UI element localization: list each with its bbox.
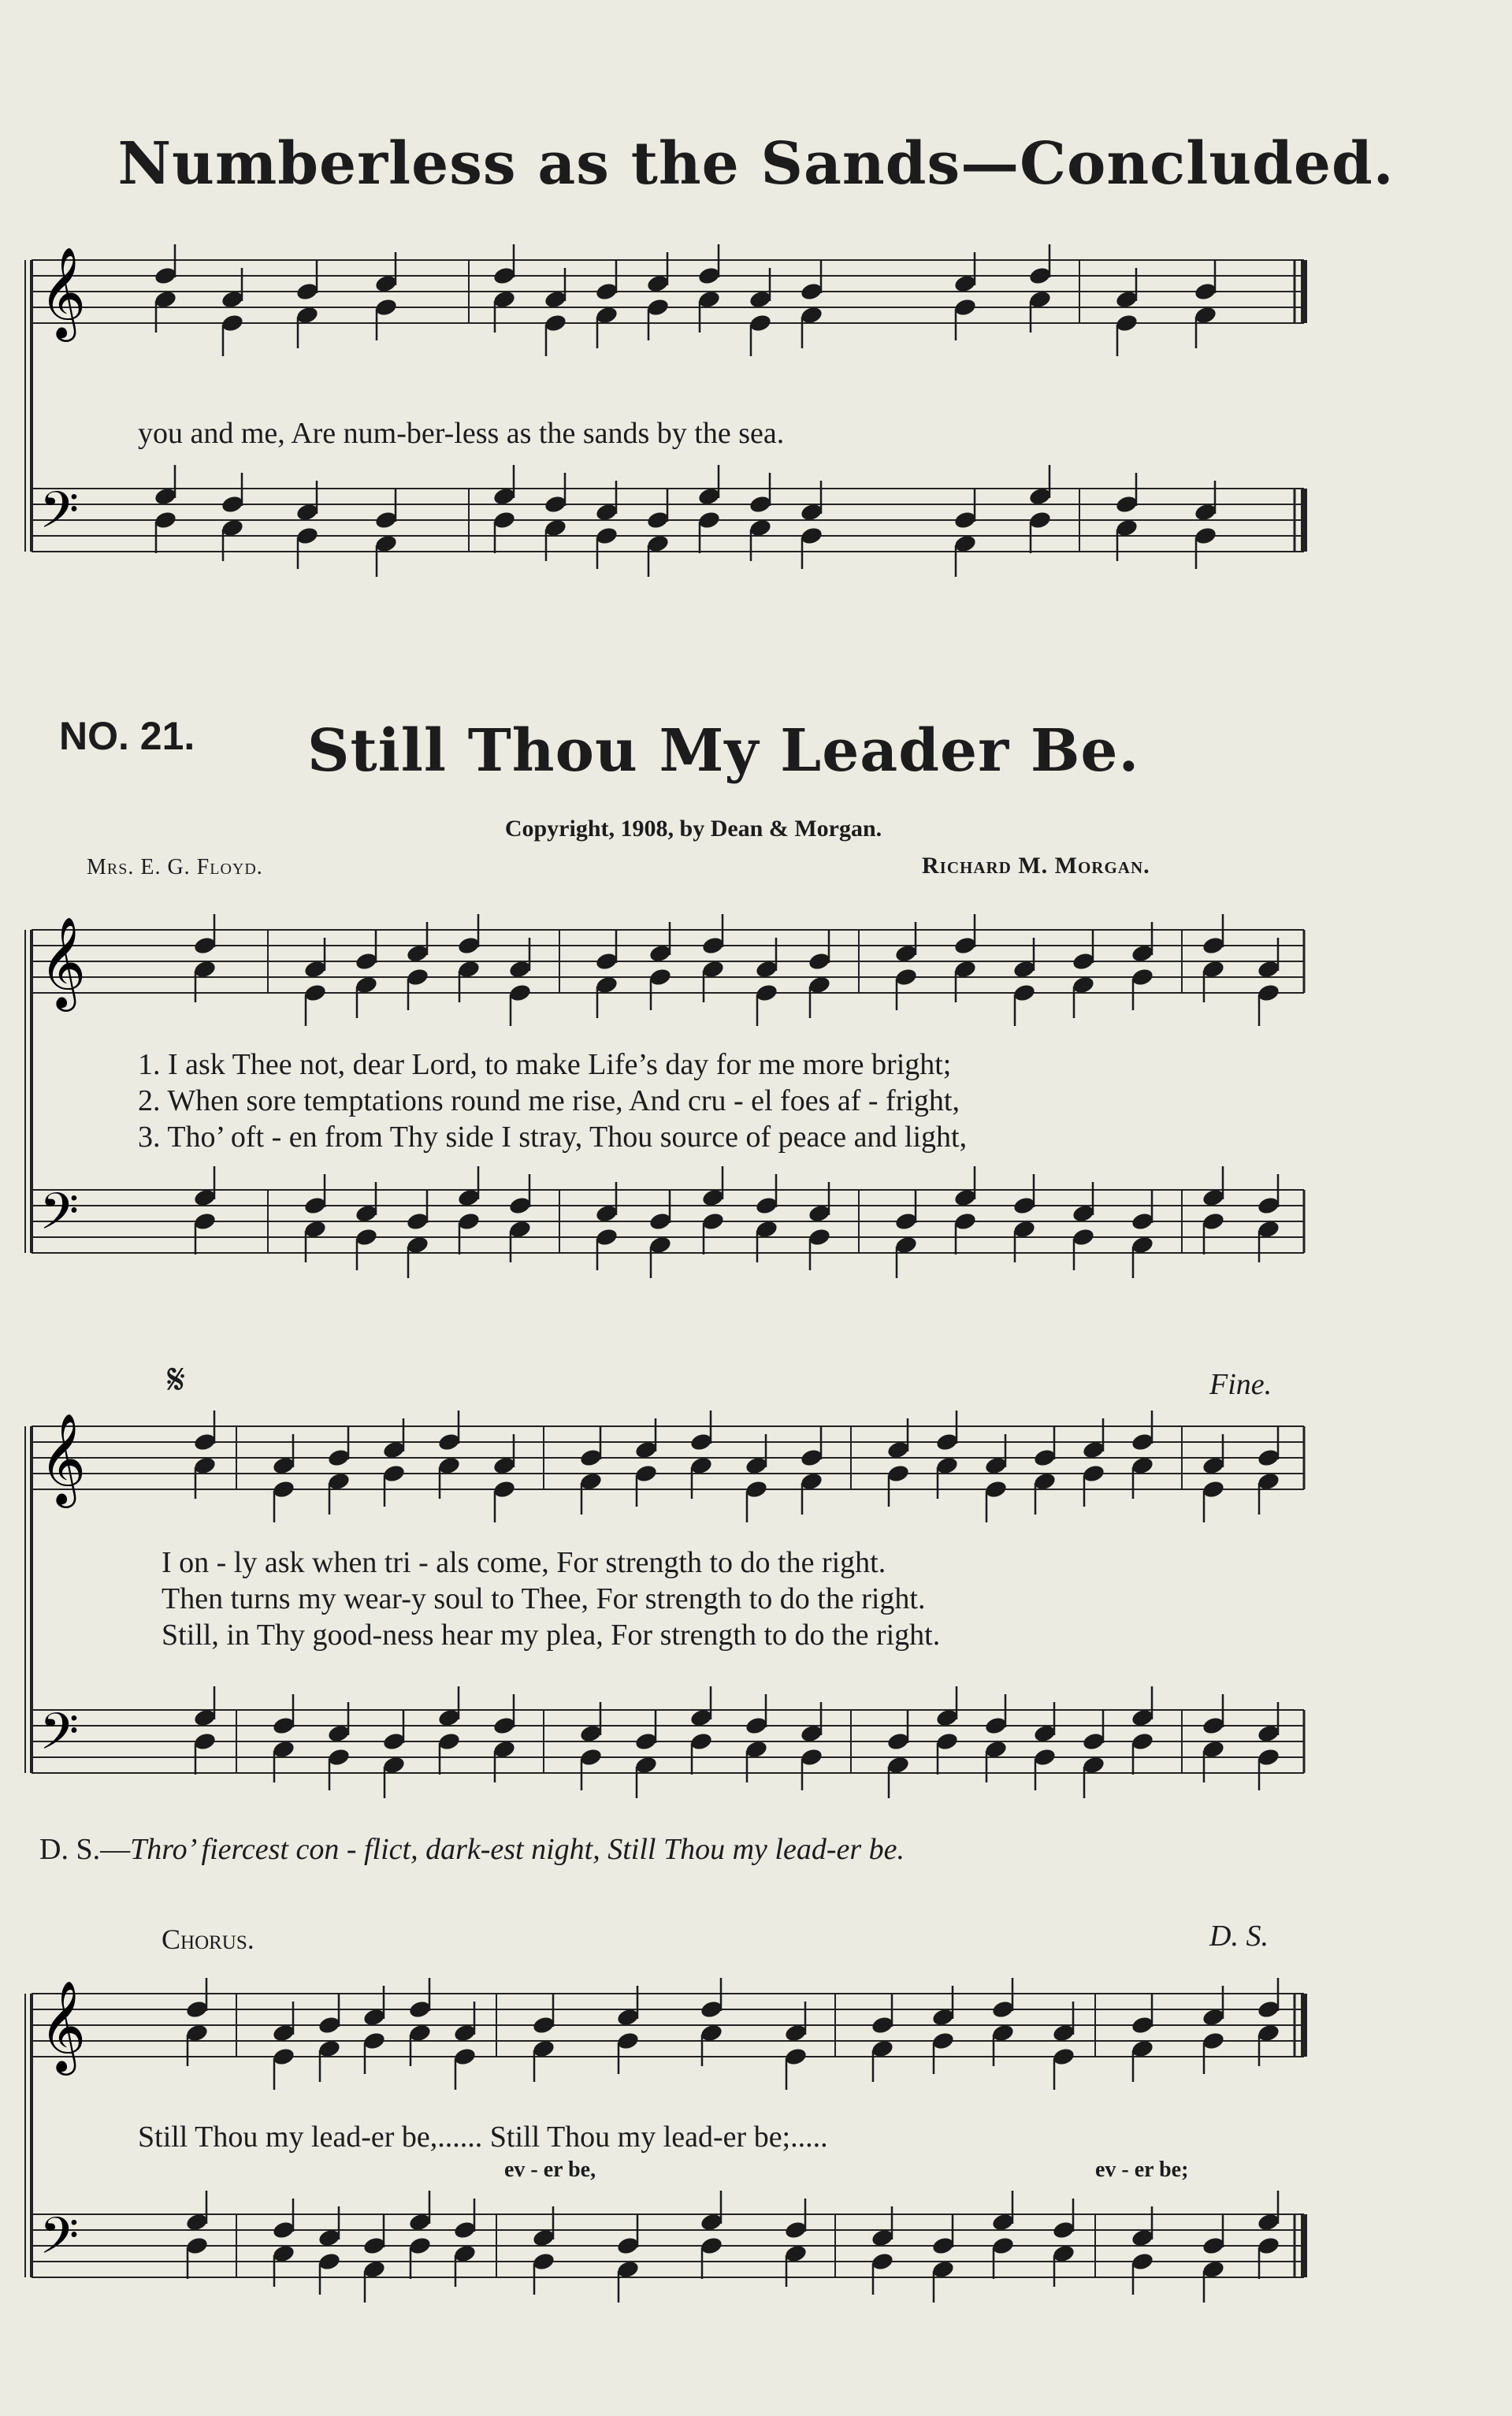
notehead [185, 1999, 210, 2020]
notehead [1115, 494, 1139, 515]
notehead [303, 983, 328, 1003]
notehead [221, 313, 245, 333]
notehead [272, 2046, 296, 2067]
notehead [272, 2220, 296, 2240]
notehead [492, 1479, 517, 1500]
bass-clef: 𝄢 [39, 482, 80, 551]
notehead [303, 1195, 328, 1216]
notehead [382, 1463, 407, 1484]
notehead [1082, 1731, 1106, 1752]
notehead [1012, 983, 1037, 1003]
notehead [154, 510, 178, 530]
notehead [646, 510, 671, 530]
notehead [935, 1432, 960, 1452]
chorus-echo-2: ev - er be; [1095, 2158, 1189, 2182]
notehead [1257, 983, 1281, 1003]
notehead [408, 1999, 433, 2020]
treble-staff [32, 1978, 1304, 2090]
notehead [871, 2251, 895, 2272]
notehead [492, 510, 517, 530]
notehead [749, 313, 773, 333]
bass-staff [32, 465, 1304, 577]
notehead [1033, 1448, 1057, 1468]
notehead [532, 2015, 556, 2035]
notehead [532, 2251, 556, 2272]
notehead [492, 1715, 517, 1736]
notehead [800, 1747, 824, 1767]
notehead [382, 1731, 407, 1752]
hymn-number: NO. 21. [59, 714, 195, 758]
notehead [1202, 1479, 1226, 1500]
notehead [697, 266, 722, 286]
notehead [185, 2236, 210, 2256]
notehead [1052, 2046, 1076, 2067]
notehead [616, 2031, 641, 2051]
bass-clef: 𝄢 [39, 1184, 80, 1252]
bass-staff [32, 1166, 1304, 1278]
hymn1-lyrics: you and me, Are num-ber-less as the sands by the sea. [138, 417, 785, 450]
verse-3-refrain-line: Still, in Thy good-ness hear my plea, For strength to do the right. [162, 1619, 941, 1652]
notehead [1257, 2236, 1281, 2256]
notehead [935, 1731, 960, 1752]
notehead [745, 1479, 769, 1500]
notehead [154, 266, 178, 286]
notehead [1033, 1747, 1057, 1767]
treble-clef: 𝄞 [39, 249, 87, 336]
notehead [193, 1731, 217, 1752]
notehead [1202, 2236, 1226, 2256]
notehead [755, 1195, 779, 1216]
notehead [1131, 967, 1155, 987]
notehead [579, 1747, 604, 1767]
notehead [953, 510, 978, 530]
notehead [408, 2236, 433, 2256]
notehead [453, 2046, 477, 2067]
chorus-label: Chorus. [162, 1924, 254, 1955]
notehead [1082, 1463, 1106, 1484]
hymn1-title: Numberless as the Sands—Concluded. [117, 130, 1395, 198]
notehead [800, 281, 824, 302]
notehead [1131, 2015, 1155, 2035]
notehead [931, 2031, 956, 2051]
notehead [616, 2236, 641, 2256]
ds-line [39, 1832, 905, 1867]
notehead [327, 1747, 351, 1767]
notehead [1131, 2251, 1155, 2272]
notehead [953, 297, 978, 318]
notehead [886, 1463, 911, 1484]
notehead [457, 935, 481, 956]
notehead [1131, 1211, 1155, 1232]
treble-staff [32, 1411, 1304, 1522]
notehead [991, 2236, 1016, 2256]
notehead [355, 1227, 379, 1247]
notehead [437, 1432, 462, 1452]
notehead [595, 281, 619, 302]
notehead [193, 1432, 217, 1452]
notehead [1012, 1195, 1037, 1216]
notehead [579, 1448, 604, 1468]
verse-1-line: 1. I ask Thee not, dear Lord, to make Life’s day for me more bright; [138, 1048, 952, 1081]
notehead [457, 1211, 481, 1232]
notehead [697, 510, 722, 530]
notehead [700, 1999, 724, 2020]
notehead [953, 935, 978, 956]
notehead [374, 297, 399, 318]
fine-mark: Fine. [1209, 1368, 1272, 1401]
notehead [689, 1731, 714, 1752]
notehead [272, 1479, 296, 1500]
notehead [800, 1448, 824, 1468]
notehead [808, 951, 832, 972]
notehead [318, 2015, 342, 2035]
chorus-lyrics: Still Thou my lead-er be,...... Still Thou my lead-er be;..... [138, 2121, 828, 2154]
notehead [453, 2220, 477, 2240]
notehead [1115, 313, 1139, 333]
notehead [894, 1211, 919, 1232]
segno-sign: 𝄋 [167, 1356, 186, 1403]
notehead [1202, 935, 1226, 956]
notehead [1194, 281, 1218, 302]
notehead [193, 935, 217, 956]
notehead [221, 494, 245, 515]
composer-credit: Richard M. Morgan. [922, 853, 1150, 879]
notehead [595, 951, 619, 972]
notehead [984, 1479, 1009, 1500]
ds-mark: D. S. [1209, 1920, 1269, 1953]
notehead [648, 967, 673, 987]
notehead [1052, 2220, 1076, 2240]
notehead [327, 1448, 351, 1468]
notehead [1131, 1731, 1155, 1752]
notehead [1202, 1715, 1226, 1736]
notehead [374, 510, 399, 530]
notehead [318, 2251, 342, 2272]
notehead [894, 967, 919, 987]
notehead [1194, 526, 1218, 546]
notehead [406, 967, 430, 987]
notehead [745, 1715, 769, 1736]
treble-clef: 𝄞 [39, 919, 87, 1006]
notehead [193, 1211, 217, 1232]
notehead [355, 951, 379, 972]
notehead [800, 526, 824, 546]
notehead [1028, 266, 1053, 286]
notehead [1072, 951, 1096, 972]
notehead [272, 1715, 296, 1736]
notehead [1257, 1448, 1281, 1468]
notehead [808, 1227, 832, 1247]
notehead [1202, 1211, 1226, 1232]
notehead [295, 281, 320, 302]
hymn2-title: Still Thou My Leader Be. [307, 717, 1140, 785]
verse-2-line: 2. When sore temptations round me rise, And cru - el foes af - fright, [138, 1084, 960, 1117]
notehead [784, 2220, 808, 2240]
notehead [634, 1463, 659, 1484]
notehead [886, 1731, 911, 1752]
notehead [755, 983, 779, 1003]
notehead [634, 1731, 659, 1752]
chorus-echo-1: ev - er be, [504, 2158, 596, 2182]
notehead [1028, 510, 1053, 530]
notehead [953, 1211, 978, 1232]
verse-block-2 [162, 1544, 940, 1653]
notehead [595, 526, 619, 546]
notehead [991, 1999, 1016, 2020]
notehead [646, 297, 671, 318]
notehead [406, 1211, 430, 1232]
verse-3-line: 3. Tho’ oft - en from Thy side I stray, Thou source of peace and light, [138, 1121, 968, 1154]
notehead [362, 2031, 387, 2051]
notehead [784, 2046, 808, 2067]
notehead [701, 935, 726, 956]
notehead [1257, 1747, 1281, 1767]
verse-1-refrain-line: I on - ly ask when tri - als come, For strength to do the right. [162, 1546, 886, 1579]
notehead [595, 1227, 619, 1247]
notehead [544, 313, 568, 333]
notehead [492, 266, 517, 286]
notehead [871, 2015, 895, 2035]
notehead [1202, 2031, 1226, 2051]
notehead [1131, 1432, 1155, 1452]
treble-clef: 𝄞 [39, 1983, 87, 2070]
copyright-notice: Copyright, 1908, by Dean & Morgan. [504, 816, 882, 842]
notehead [508, 1195, 533, 1216]
notehead [295, 526, 320, 546]
bass-staff [32, 2191, 1304, 2303]
notehead [648, 1211, 673, 1232]
lyricist-credit: Mrs. E. G. Floyd. [87, 855, 263, 879]
bass-staff [32, 1686, 1304, 1798]
notehead [544, 494, 568, 515]
notehead [1257, 1195, 1281, 1216]
treble-staff [32, 914, 1304, 1026]
notehead [749, 494, 773, 515]
bass-clef: 𝄢 [39, 2208, 80, 2277]
notehead [1257, 1999, 1281, 2020]
notehead [362, 2236, 387, 2256]
notehead [701, 1211, 726, 1232]
notehead [1072, 1227, 1096, 1247]
ds-text: Thro’ fiercest con - flict, dark-est night, Still Thou my lead-er be. [130, 1833, 905, 1866]
ds-prefix: D. S.— [39, 1833, 131, 1866]
notehead [984, 1715, 1009, 1736]
notehead [689, 1432, 714, 1452]
notehead [700, 2236, 724, 2256]
verse-block-1 [138, 1046, 967, 1155]
verse-2-refrain-line: Then turns my wear-y soul to Thee, For strength to do the right. [162, 1582, 926, 1615]
notehead [437, 1731, 462, 1752]
treble-staff [32, 244, 1304, 356]
bass-clef: 𝄢 [39, 1704, 80, 1772]
treble-clef: 𝄞 [39, 1415, 87, 1503]
notehead [508, 983, 533, 1003]
notehead [931, 2236, 956, 2256]
